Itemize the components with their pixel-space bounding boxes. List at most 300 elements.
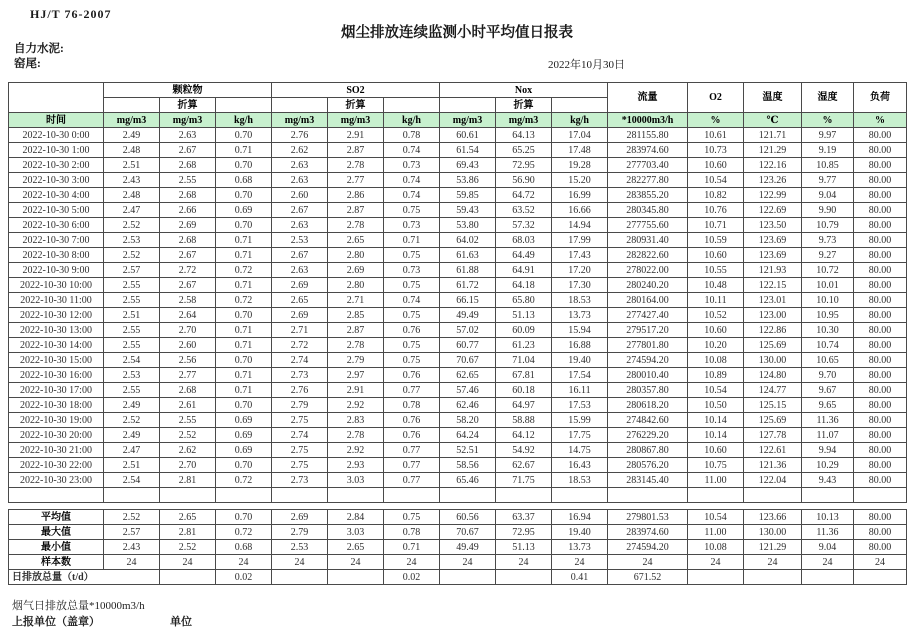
table-cell: 11.00 <box>688 525 744 540</box>
table-cell: 2.67 <box>160 278 216 293</box>
table-cell: 2.55 <box>104 293 160 308</box>
table-cell: 10.61 <box>688 128 744 143</box>
table-cell: 24 <box>496 555 552 570</box>
table-cell: 10.52 <box>688 308 744 323</box>
table-cell: 样本数 <box>9 555 104 570</box>
table-cell <box>272 488 328 503</box>
table-cell: 2.52 <box>160 428 216 443</box>
table-cell: 2.57 <box>104 525 160 540</box>
table-cell: 280010.40 <box>608 368 688 383</box>
table-cell: 123.69 <box>744 248 802 263</box>
table-cell: 9.90 <box>802 203 854 218</box>
converted-label-so2: 折算 <box>328 98 384 113</box>
table-cell: 2.55 <box>160 173 216 188</box>
table-cell: 66.15 <box>440 293 496 308</box>
table-cell: 17.04 <box>552 128 608 143</box>
table-cell: 0.70 <box>216 353 272 368</box>
table-cell: 2022-10-30 6:00 <box>9 218 104 233</box>
table-cell: 9.97 <box>802 128 854 143</box>
table-cell: 62.46 <box>440 398 496 413</box>
table-cell: 2.52 <box>104 510 160 525</box>
table-cell: 2.48 <box>104 143 160 158</box>
table-cell: 121.93 <box>744 263 802 278</box>
table-cell: 2022-10-30 9:00 <box>9 263 104 278</box>
table-cell: 2.80 <box>328 248 384 263</box>
table-cell: 277703.40 <box>608 158 688 173</box>
table-cell: 0.68 <box>216 540 272 555</box>
table-cell: 51.13 <box>496 308 552 323</box>
table-cell: 0.72 <box>216 293 272 308</box>
table-cell: 2.52 <box>104 248 160 263</box>
table-cell: 10.79 <box>802 218 854 233</box>
table-cell: 10.08 <box>688 353 744 368</box>
table-cell: 0.71 <box>216 143 272 158</box>
table-cell: 60.18 <box>496 383 552 398</box>
table-cell: 10.08 <box>688 540 744 555</box>
table-cell: 2022-10-30 16:00 <box>9 368 104 383</box>
table-cell: 0.76 <box>384 368 440 383</box>
table-cell: 122.61 <box>744 443 802 458</box>
table-cell: 10.30 <box>802 323 854 338</box>
table-cell: 2.67 <box>160 143 216 158</box>
table-cell: 0.74 <box>384 173 440 188</box>
table-cell <box>272 570 328 585</box>
table-cell: 2.63 <box>272 218 328 233</box>
table-cell: 2.53 <box>272 233 328 248</box>
table-cell: 0.75 <box>384 278 440 293</box>
table-cell: 2022-10-30 23:00 <box>9 473 104 488</box>
table-cell <box>104 488 160 503</box>
table-cell: 0.71 <box>216 248 272 263</box>
table-cell: 9.73 <box>802 233 854 248</box>
table-cell: 10.71 <box>688 218 744 233</box>
table-cell: 80.00 <box>854 473 907 488</box>
table-row <box>9 248 907 263</box>
table-cell: 19.28 <box>552 158 608 173</box>
table-cell: 2.60 <box>272 188 328 203</box>
table-cell: 0.70 <box>216 218 272 233</box>
table-cell: 274594.20 <box>608 540 688 555</box>
table-cell: 0.71 <box>216 368 272 383</box>
table-cell: 2.67 <box>160 248 216 263</box>
table-cell: 2022-10-30 3:00 <box>9 173 104 188</box>
table-cell: 2022-10-30 1:00 <box>9 143 104 158</box>
table-cell: 2.67 <box>272 203 328 218</box>
table-cell: 0.74 <box>384 188 440 203</box>
table-cell: 58.88 <box>496 413 552 428</box>
table-cell: 0.78 <box>384 525 440 540</box>
header-load: 负荷 <box>854 83 907 113</box>
table-cell: 2.64 <box>160 308 216 323</box>
table-cell: 0.72 <box>216 263 272 278</box>
table-cell: 64.02 <box>440 233 496 248</box>
company-name: 自力水泥: <box>14 43 64 55</box>
table-cell: 10.20 <box>688 338 744 353</box>
table-cell: 10.50 <box>688 398 744 413</box>
table-cell: 24 <box>608 555 688 570</box>
table-cell: 2.57 <box>104 263 160 278</box>
report-table-wrap <box>8 82 906 585</box>
table-cell: 2.87 <box>328 203 384 218</box>
header-group-row <box>9 83 907 98</box>
table-cell: 10.59 <box>688 233 744 248</box>
table-row <box>9 308 907 323</box>
table-cell: 11.00 <box>688 473 744 488</box>
table-cell: 最小值 <box>9 540 104 555</box>
table-cell: 122.69 <box>744 203 802 218</box>
table-row <box>9 443 907 458</box>
converted-label-pm: 折算 <box>160 98 216 113</box>
table-cell: 2022-10-30 15:00 <box>9 353 104 368</box>
table-cell: 80.00 <box>854 128 907 143</box>
table-cell: 2.71 <box>328 293 384 308</box>
table-cell: 0.71 <box>216 383 272 398</box>
table-cell: 125.69 <box>744 413 802 428</box>
table-cell: 80.00 <box>854 443 907 458</box>
table-cell: 54.92 <box>496 443 552 458</box>
table-cell: 0.75 <box>384 510 440 525</box>
table-row <box>9 473 907 488</box>
summary-row <box>9 555 907 570</box>
table-cell: 2.65 <box>328 540 384 555</box>
table-cell <box>552 488 608 503</box>
table-cell: 10.60 <box>688 443 744 458</box>
table-cell: 9.04 <box>802 540 854 555</box>
table-cell: 2.65 <box>328 233 384 248</box>
table-cell: 2022-10-30 14:00 <box>9 338 104 353</box>
table-cell: 61.88 <box>440 263 496 278</box>
table-cell: 121.71 <box>744 128 802 143</box>
table-cell: 80.00 <box>854 338 907 353</box>
table-cell: 63.52 <box>496 203 552 218</box>
table-cell: 0.70 <box>216 128 272 143</box>
table-cell: 2.70 <box>160 458 216 473</box>
table-cell: 80.00 <box>854 263 907 278</box>
table-cell: 123.26 <box>744 173 802 188</box>
table-cell: 282277.80 <box>608 173 688 188</box>
table-cell: 280576.20 <box>608 458 688 473</box>
header-group-so2: SO2 <box>272 83 440 98</box>
table-cell: 58.20 <box>440 413 496 428</box>
table-cell: 2.84 <box>328 510 384 525</box>
table-cell: 122.16 <box>744 158 802 173</box>
table-cell: 2022-10-30 8:00 <box>9 248 104 263</box>
report-table <box>8 82 907 503</box>
table-cell: 279801.53 <box>608 510 688 525</box>
table-cell: 2.58 <box>160 293 216 308</box>
table-cell: 62.67 <box>496 458 552 473</box>
table-row <box>9 368 907 383</box>
table-cell: 9.27 <box>802 248 854 263</box>
table-cell: 63.37 <box>496 510 552 525</box>
table-cell: 80.00 <box>854 323 907 338</box>
table-cell: 9.04 <box>802 188 854 203</box>
table-cell: 0.71 <box>384 233 440 248</box>
table-cell: 65.46 <box>440 473 496 488</box>
table-cell: 2.51 <box>104 158 160 173</box>
header-temp: 温度 <box>744 83 802 113</box>
table-cell: 281155.80 <box>608 128 688 143</box>
table-cell: 0.73 <box>384 218 440 233</box>
table-cell: 24 <box>854 555 907 570</box>
table-cell: 0.72 <box>216 525 272 540</box>
table-cell: 2.69 <box>328 263 384 278</box>
table-cell: 60.56 <box>440 510 496 525</box>
table-cell: 2.62 <box>160 443 216 458</box>
table-cell: 2.49 <box>104 428 160 443</box>
table-cell <box>328 488 384 503</box>
table-cell: 11.36 <box>802 413 854 428</box>
table-cell: 0.75 <box>384 203 440 218</box>
table-cell: 2.78 <box>328 428 384 443</box>
table-cell: 2.52 <box>160 540 216 555</box>
table-cell: 2.87 <box>328 143 384 158</box>
table-row <box>9 413 907 428</box>
table-cell: 71.04 <box>496 353 552 368</box>
table-cell: 2.71 <box>272 323 328 338</box>
table-cell: 0.70 <box>216 188 272 203</box>
table-cell: 16.11 <box>552 383 608 398</box>
table-cell: 123.69 <box>744 233 802 248</box>
converted-label-nox: 折算 <box>496 98 552 113</box>
table-cell: 2.52 <box>104 413 160 428</box>
table-cell: 0.71 <box>384 540 440 555</box>
table-row <box>9 323 907 338</box>
table-cell: 日排放总量（t/d） <box>9 570 160 585</box>
table-cell: 122.04 <box>744 473 802 488</box>
table-cell: 2.80 <box>328 278 384 293</box>
table-cell: 57.32 <box>496 218 552 233</box>
table-cell: 64.91 <box>496 263 552 278</box>
table-cell: 24 <box>802 555 854 570</box>
table-cell: 11.36 <box>802 525 854 540</box>
table-cell: 122.99 <box>744 188 802 203</box>
table-cell: 64.13 <box>496 128 552 143</box>
table-cell: 280867.80 <box>608 443 688 458</box>
table-row <box>9 293 907 308</box>
report-unit-label: 上报单位（盖章） <box>12 616 100 628</box>
table-cell: 278022.00 <box>608 263 688 278</box>
table-cell: 2.55 <box>104 323 160 338</box>
header-humidity: 湿度 <box>802 83 854 113</box>
table-cell: 2.73 <box>272 473 328 488</box>
table-cell: 2.77 <box>160 368 216 383</box>
table-cell: 2.67 <box>272 248 328 263</box>
table-cell: 280164.00 <box>608 293 688 308</box>
table-cell: 17.20 <box>552 263 608 278</box>
table-row <box>9 188 907 203</box>
table-row <box>9 173 907 188</box>
table-row <box>9 338 907 353</box>
table-cell <box>440 570 496 585</box>
table-cell: 0.02 <box>384 570 440 585</box>
table-cell: 2.73 <box>272 368 328 383</box>
table-cell: 62.65 <box>440 368 496 383</box>
table-cell: 3.03 <box>328 525 384 540</box>
table-cell: 0.78 <box>384 128 440 143</box>
table-cell: 0.74 <box>384 143 440 158</box>
table-cell: 2.65 <box>160 510 216 525</box>
table-cell: 2.72 <box>160 263 216 278</box>
table-cell: 2022-10-30 22:00 <box>9 458 104 473</box>
table-cell: 2.53 <box>104 368 160 383</box>
table-cell: 283974.60 <box>608 525 688 540</box>
table-cell: 0.71 <box>216 233 272 248</box>
table-cell: 13.73 <box>552 308 608 323</box>
table-cell: 24 <box>552 555 608 570</box>
table-cell: 2.75 <box>272 443 328 458</box>
table-cell: 80.00 <box>854 525 907 540</box>
table-cell: 24 <box>216 555 272 570</box>
table-cell: 2.55 <box>104 383 160 398</box>
table-cell: 0.68 <box>216 173 272 188</box>
table-cell: 0.77 <box>384 383 440 398</box>
table-cell: 2.69 <box>272 278 328 293</box>
table-cell: 60.77 <box>440 338 496 353</box>
table-cell: 53.86 <box>440 173 496 188</box>
table-cell: 80.00 <box>854 368 907 383</box>
table-cell: 10.55 <box>688 263 744 278</box>
table-cell <box>384 488 440 503</box>
table-cell: 10.14 <box>688 413 744 428</box>
table-cell: 3.03 <box>328 473 384 488</box>
table-cell: 2.75 <box>272 458 328 473</box>
table-cell: 58.56 <box>440 458 496 473</box>
table-cell: 2.74 <box>272 428 328 443</box>
table-row <box>9 278 907 293</box>
report-date: 2022年10月30日 <box>548 59 625 71</box>
table-cell: 10.75 <box>688 458 744 473</box>
table-cell: 0.70 <box>216 458 272 473</box>
table-cell: 123.00 <box>744 308 802 323</box>
table-cell: 2.87 <box>328 323 384 338</box>
table-cell: 65.80 <box>496 293 552 308</box>
table-cell: 10.65 <box>802 353 854 368</box>
unit-label: 单位 <box>170 616 192 628</box>
header-group-nox: Nox <box>440 83 608 98</box>
table-cell: 10.11 <box>688 293 744 308</box>
table-cell: 10.13 <box>802 510 854 525</box>
table-cell: 123.50 <box>744 218 802 233</box>
table-cell: 80.00 <box>854 383 907 398</box>
table-cell: 10.54 <box>688 173 744 188</box>
table-cell: 283974.60 <box>608 143 688 158</box>
table-cell <box>608 488 688 503</box>
table-cell: 15.99 <box>552 413 608 428</box>
table-cell <box>744 488 802 503</box>
table-row <box>9 458 907 473</box>
table-cell: 10.73 <box>688 143 744 158</box>
location-name: 窑尾: <box>14 58 41 70</box>
page-title: 烟尘排放连续监测小时平均值日报表 <box>341 25 573 41</box>
table-row <box>9 383 907 398</box>
table-cell: 60.09 <box>496 323 552 338</box>
table-cell: 130.00 <box>744 353 802 368</box>
table-cell <box>802 488 854 503</box>
table-cell: 17.75 <box>552 428 608 443</box>
table-cell: 2.55 <box>160 413 216 428</box>
table-cell: 0.77 <box>384 473 440 488</box>
table-cell: 2.51 <box>104 458 160 473</box>
table-cell: 10.01 <box>802 278 854 293</box>
table-cell: 2022-10-30 10:00 <box>9 278 104 293</box>
table-cell: 9.77 <box>802 173 854 188</box>
table-row <box>9 158 907 173</box>
table-cell: 10.74 <box>802 338 854 353</box>
table-cell: 274842.60 <box>608 413 688 428</box>
table-cell: 49.49 <box>440 540 496 555</box>
table-cell: 80.00 <box>854 278 907 293</box>
table-cell: 0.76 <box>384 323 440 338</box>
table-cell: 2.92 <box>328 443 384 458</box>
table-cell: 2.55 <box>104 338 160 353</box>
table-cell: 2.78 <box>328 158 384 173</box>
summary-table <box>8 509 907 585</box>
table-cell: 15.94 <box>552 323 608 338</box>
table-row <box>9 428 907 443</box>
header-unit-row: 时间 mg/m3 mg/m3 kg/h mg/m3 mg/m3 kg/h mg/m3 mg/m3 kg/h *10000m3/h % ℃ % % <box>9 113 907 128</box>
table-cell: 10.60 <box>688 323 744 338</box>
table-cell: 65.25 <box>496 143 552 158</box>
table-cell: 2.69 <box>272 308 328 323</box>
corner-cell <box>9 83 104 113</box>
table-cell: 2.51 <box>104 308 160 323</box>
table-cell: 10.29 <box>802 458 854 473</box>
table-cell <box>854 488 907 503</box>
table-cell: 9.70 <box>802 368 854 383</box>
table-cell: 16.99 <box>552 188 608 203</box>
table-cell: 280618.20 <box>608 398 688 413</box>
table-cell: 2.68 <box>160 383 216 398</box>
table-cell: 0.70 <box>216 308 272 323</box>
table-cell: 2.81 <box>160 473 216 488</box>
table-cell: 125.15 <box>744 398 802 413</box>
table-cell: 0.76 <box>384 413 440 428</box>
summary-row <box>9 540 907 555</box>
table-cell: 2.68 <box>160 158 216 173</box>
table-cell: 10.48 <box>688 278 744 293</box>
table-cell: 2022-10-30 19:00 <box>9 413 104 428</box>
table-cell: 64.12 <box>496 428 552 443</box>
table-cell: 2.68 <box>160 233 216 248</box>
table-cell: 0.70 <box>216 510 272 525</box>
table-cell: 51.13 <box>496 540 552 555</box>
header-flow: 流量 <box>608 83 688 113</box>
flue-gas-total-note: 烟气日排放总量*10000m3/h <box>12 600 145 612</box>
table-cell: 121.29 <box>744 540 802 555</box>
table-cell: 2022-10-30 7:00 <box>9 233 104 248</box>
table-cell: 10.85 <box>802 158 854 173</box>
table-cell: 平均值 <box>9 510 104 525</box>
table-cell: 2.75 <box>272 413 328 428</box>
table-cell: 2.54 <box>104 353 160 368</box>
table-cell: 2.63 <box>272 263 328 278</box>
table-cell: 130.00 <box>744 525 802 540</box>
table-cell: 0.69 <box>216 413 272 428</box>
table-cell: 80.00 <box>854 510 907 525</box>
table-cell: 122.15 <box>744 278 802 293</box>
table-cell: 121.29 <box>744 143 802 158</box>
table-cell: 69.43 <box>440 158 496 173</box>
table-cell: 2022-10-30 12:00 <box>9 308 104 323</box>
table-cell: 16.94 <box>552 510 608 525</box>
table-cell: 17.43 <box>552 248 608 263</box>
table-cell: 80.00 <box>854 458 907 473</box>
table-cell: 0.73 <box>384 158 440 173</box>
table-row <box>9 203 907 218</box>
table-cell: 10.14 <box>688 428 744 443</box>
table-cell: 2.43 <box>104 173 160 188</box>
